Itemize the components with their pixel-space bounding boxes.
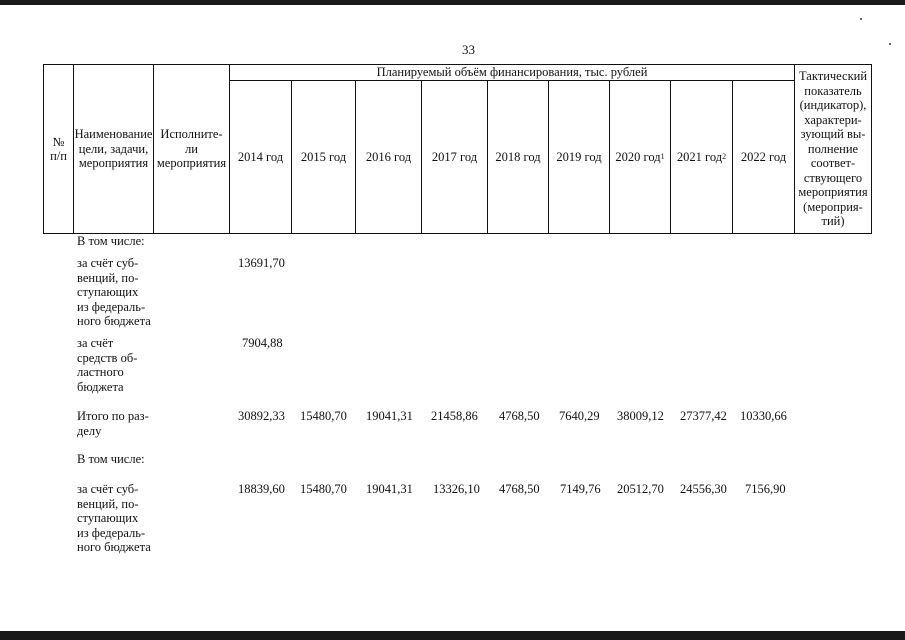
header-year-2020: 2020 год 1 [615, 149, 665, 164]
header-number: № п/п [50, 134, 67, 163]
scan-border-top [0, 0, 905, 5]
value-2014: 13691,70 [238, 256, 285, 270]
value-2020: 38009,12 [617, 409, 664, 423]
value-2018: 4768,50 [499, 482, 540, 496]
header-year-2016: 2016 год [365, 149, 412, 164]
table-header [43, 64, 872, 234]
value-2015: 15480,70 [300, 482, 347, 496]
header-year-2017: 2017 год [431, 149, 478, 164]
value-2021: 27377,42 [680, 409, 727, 423]
page-number: 33 [462, 42, 475, 57]
header-name: Наименование цели, задачи, мероприятия [74, 127, 153, 171]
value-2022: 7156,90 [745, 482, 786, 496]
row-label-federal-1: за счёт суб- венций, по- ступающих из федераль- ного бюджета [77, 256, 151, 328]
value-2016: 19041,31 [366, 482, 413, 496]
header-year-2015: 2015 год [300, 149, 347, 164]
header-year-2021: 2021 год 2 [676, 149, 727, 164]
value-2014: 18839,60 [238, 482, 285, 496]
value-2020: 20512,70 [617, 482, 664, 496]
value-2015: 15480,70 [300, 409, 347, 423]
value-2017: 13326,10 [433, 482, 480, 496]
header-year-2022: 2022 год [740, 149, 787, 164]
row-label-federal-2: за счёт суб- венций, по- ступающих из федераль- ного бюджета [77, 482, 151, 554]
row-label-including-2: В том числе: [77, 452, 145, 466]
scan-speck [860, 18, 862, 20]
header-executor: Исполните- ли мероприятия [156, 127, 227, 171]
header-financing: Планируемый объём финансирования, тыс. рублей [376, 65, 648, 80]
value-2019: 7640,29 [559, 409, 600, 423]
header-indicator: Тактический показатель (индикатор), характери- зующий вы- полнение соответ- ствующего мероприятия (мероприя- тий) [798, 69, 868, 229]
value-2019: 7149,76 [560, 482, 601, 496]
row-label-regional: за счёт средств об- ластного бюджета [77, 336, 138, 394]
value-2014: 7904,88 [242, 336, 283, 350]
value-2016: 19041,31 [366, 409, 413, 423]
row-label-including-1: В том числе: [77, 234, 145, 248]
row-label-section-total: Итого по раз- делу [77, 409, 149, 438]
value-2017: 21458,86 [431, 409, 478, 423]
value-2018: 4768,50 [499, 409, 540, 423]
header-year-2014: 2014 год [237, 149, 284, 164]
header-year-2019: 2019 год [556, 149, 602, 164]
value-2022: 10330,66 [740, 409, 787, 423]
scan-border-bottom [0, 631, 905, 640]
scan-speck [889, 43, 891, 45]
header-year-2018: 2018 год [495, 149, 541, 164]
value-2021: 24556,30 [680, 482, 727, 496]
value-2014: 30892,33 [238, 409, 285, 423]
